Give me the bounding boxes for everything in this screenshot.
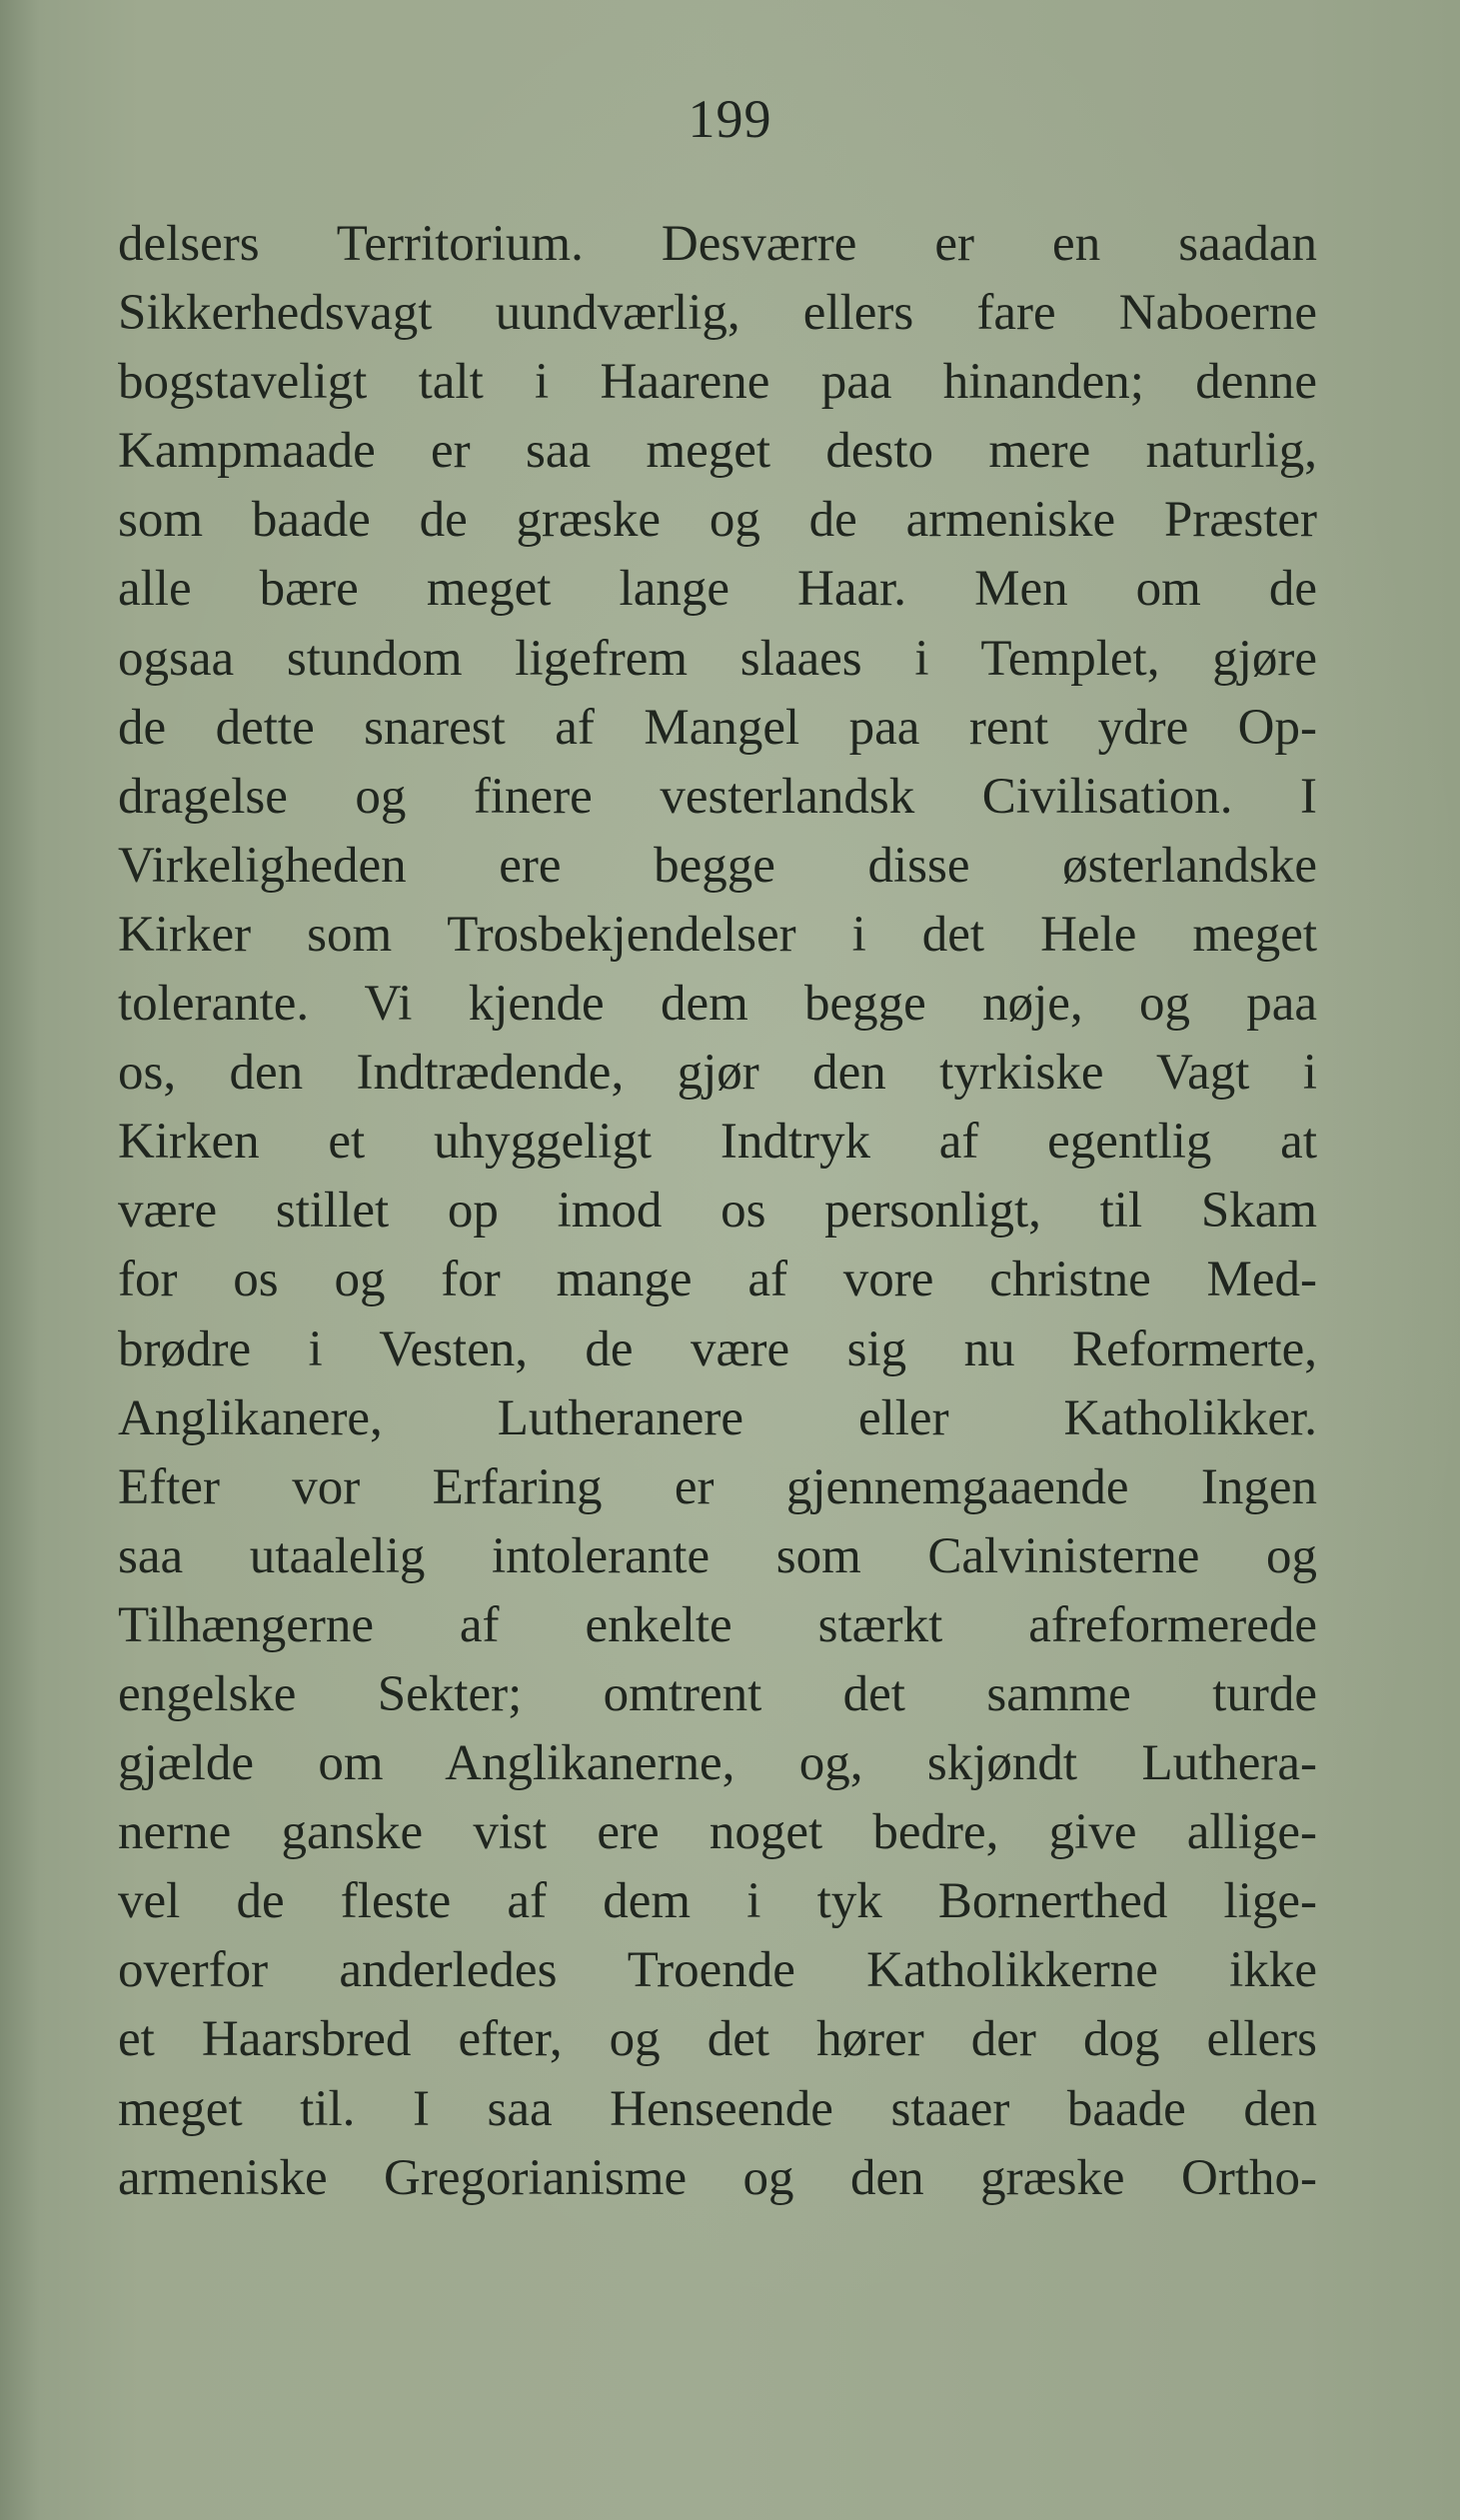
page-number: 199 xyxy=(688,89,772,149)
text-line: Kirken et uhyggeligt Indtryk af egentlig at xyxy=(118,1114,1317,1171)
text-line: vel de fleste af dem i tyk Bornerthed lige- xyxy=(118,1873,1317,1930)
text-line: bogstaveligt talt i Haarene paa hinanden; denne xyxy=(118,354,1317,411)
text-line: tolerante. Vi kjende dem begge nøje, og paa xyxy=(118,976,1317,1033)
text-line: Kirker som Trosbekjendelser i det Hele meget xyxy=(118,906,1317,963)
text-line: de dette snarest af Mangel paa rent ydre Op- xyxy=(118,699,1317,756)
text-line: saa utaalelig intolerante som Calvinisterne og xyxy=(118,1527,1317,1584)
text-line: Kampmaade er saa meget desto mere naturlig, xyxy=(118,423,1317,480)
text-line: engelske Sekter; omtrent det samme turde xyxy=(118,1665,1317,1722)
text-line: dragelse og finere vesterlandsk Civilisation. I xyxy=(118,768,1317,825)
text-line: armeniske Gregorianisme og den græske Ortho- xyxy=(118,2149,1317,2206)
text-line: alle bære meget lange Haar. Men om de xyxy=(118,561,1317,618)
text-line: delsers Territorium. Desværre er en saadan xyxy=(118,216,1317,272)
text-line: være stillet op imod os personligt, til Skam xyxy=(118,1183,1317,1240)
text-line: Anglikanere, Lutheranere eller Katholikker. xyxy=(118,1389,1317,1446)
text-line: gjælde om Anglikanerne, og, skjøndt Luthera- xyxy=(118,1735,1317,1792)
text-line: os, den Indtrædende, gjør den tyrkiske Vagt i xyxy=(118,1045,1317,1102)
text-line: brødre i Vesten, de være sig nu Reformerte, xyxy=(118,1320,1317,1377)
text-line: Efter vor Erfaring er gjennemgaaende Ingen xyxy=(118,1458,1317,1515)
text-line: nerne ganske vist ere noget bedre, give allige- xyxy=(118,1804,1317,1861)
text-line: ogsaa stundom ligefrem slaaes i Templet, gjøre xyxy=(118,630,1317,687)
text-line: Virkeligheden ere begge disse østerlandske xyxy=(118,837,1317,894)
text-line: Tilhængerne af enkelte stærkt afreformerede xyxy=(118,1596,1317,1653)
text-line: Sikkerhedsvagt uundværlig, ellers fare Naboerne xyxy=(118,285,1317,342)
text-line: et Haarsbred efter, og det hører der dog ellers xyxy=(118,2011,1317,2068)
body-text xyxy=(118,210,1317,2213)
text-line: overfor anderledes Troende Katholikkerne ikke xyxy=(118,1942,1317,1999)
text-line: meget til. I saa Henseende staaer baade den xyxy=(118,2080,1317,2137)
text-line: for os og for mange af vore christne Med- xyxy=(118,1252,1317,1308)
text-line: som baade de græske og de armeniske Præster xyxy=(118,492,1317,549)
